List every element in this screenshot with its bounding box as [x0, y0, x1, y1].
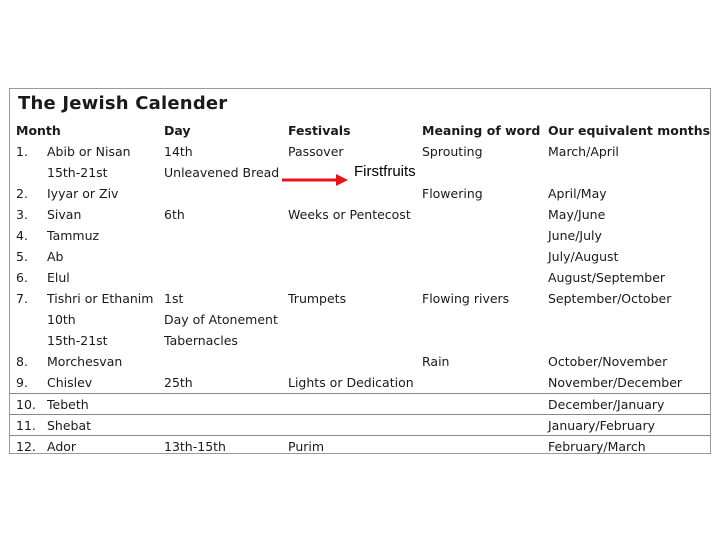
header-festivals: Festivals: [288, 123, 351, 138]
row-month: Abib or Nisan: [47, 144, 131, 159]
row-number: 8.: [16, 354, 28, 369]
row-equivalent: April/May: [548, 186, 607, 201]
row-festival: Passover: [288, 144, 344, 159]
row-month: Tammuz: [47, 228, 100, 243]
table-row: [10, 225, 710, 246]
row-month: Shebat: [47, 418, 92, 433]
row-festival: Lights or Dedication: [288, 375, 414, 390]
table-title: The Jewish Calender: [18, 93, 228, 114]
row-festival: Weeks or Pentecost: [288, 207, 411, 222]
table-row: [10, 309, 710, 330]
row-equivalent: March/April: [548, 144, 619, 159]
row-festival: Purim: [288, 439, 325, 454]
table-row: [10, 435, 710, 457]
table-row: [10, 372, 710, 393]
table-row: [10, 204, 710, 225]
row-number: 11.: [16, 418, 36, 433]
row-equivalent: February/March: [548, 439, 646, 454]
table-row: [10, 267, 710, 288]
row-month: Chislev: [47, 375, 93, 390]
row-equivalent: July/August: [548, 249, 619, 264]
row-number: 7.: [16, 291, 28, 306]
table-row: [10, 414, 710, 436]
header-equivalent: Our equivalent months: [548, 123, 711, 138]
row-day: Unleavened Bread: [164, 165, 280, 180]
row-meaning: Rain: [422, 354, 450, 369]
row-day: 6th: [164, 207, 185, 222]
row-day: 25th: [164, 375, 193, 390]
row-month: Iyyar or Ziv: [47, 186, 119, 201]
row-number: 9.: [16, 375, 28, 390]
table-row: [10, 183, 710, 204]
firstfruits-annotation: Firstfruits: [354, 163, 416, 180]
header-meaning: Meaning of word: [422, 123, 541, 138]
table-row: [10, 393, 710, 415]
row-day: Tabernacles: [164, 333, 238, 348]
firstfruits-arrow-icon: [282, 174, 348, 186]
table-header-row: [10, 120, 710, 141]
calendar-table: [9, 88, 711, 454]
row-day: Day of Atonement: [164, 312, 278, 327]
row-number: 1.: [16, 144, 28, 159]
row-meaning: Flowing rivers: [422, 291, 510, 306]
table-row: [10, 141, 710, 162]
row-month: 10th: [47, 312, 76, 327]
row-equivalent: November/December: [548, 375, 683, 390]
row-month: 15th-21st: [47, 333, 108, 348]
header-month: Month: [16, 123, 61, 138]
row-meaning: Flowering: [422, 186, 483, 201]
row-number: 3.: [16, 207, 28, 222]
header-day: Day: [164, 123, 191, 138]
table-row: [10, 246, 710, 267]
table-row: [10, 288, 710, 309]
row-equivalent: October/November: [548, 354, 668, 369]
row-day: 14th: [164, 144, 193, 159]
row-number: 4.: [16, 228, 28, 243]
row-day: 1st: [164, 291, 184, 306]
row-month: Ab: [47, 249, 64, 264]
row-month: 15th-21st: [47, 165, 108, 180]
table-row: [10, 330, 710, 351]
row-number: 5.: [16, 249, 28, 264]
row-month: Tebeth: [47, 397, 89, 412]
row-month: Morchesvan: [47, 354, 123, 369]
row-number: 2.: [16, 186, 28, 201]
row-day: 13th-15th: [164, 439, 226, 454]
row-month: Elul: [47, 270, 70, 285]
row-number: 12.: [16, 439, 36, 454]
row-equivalent: August/September: [548, 270, 666, 285]
row-month: Sivan: [47, 207, 82, 222]
row-month: Tishri or Ethanim: [47, 291, 154, 306]
row-equivalent: September/October: [548, 291, 672, 306]
row-number: 10.: [16, 397, 36, 412]
row-month: Ador: [47, 439, 77, 454]
row-meaning: Sprouting: [422, 144, 483, 159]
row-festival: Trumpets: [288, 291, 347, 306]
table-row: [10, 351, 710, 372]
row-number: 6.: [16, 270, 28, 285]
row-equivalent: June/July: [548, 228, 602, 243]
row-equivalent: January/February: [548, 418, 655, 433]
row-equivalent: May/June: [548, 207, 606, 222]
row-equivalent: December/January: [548, 397, 665, 412]
